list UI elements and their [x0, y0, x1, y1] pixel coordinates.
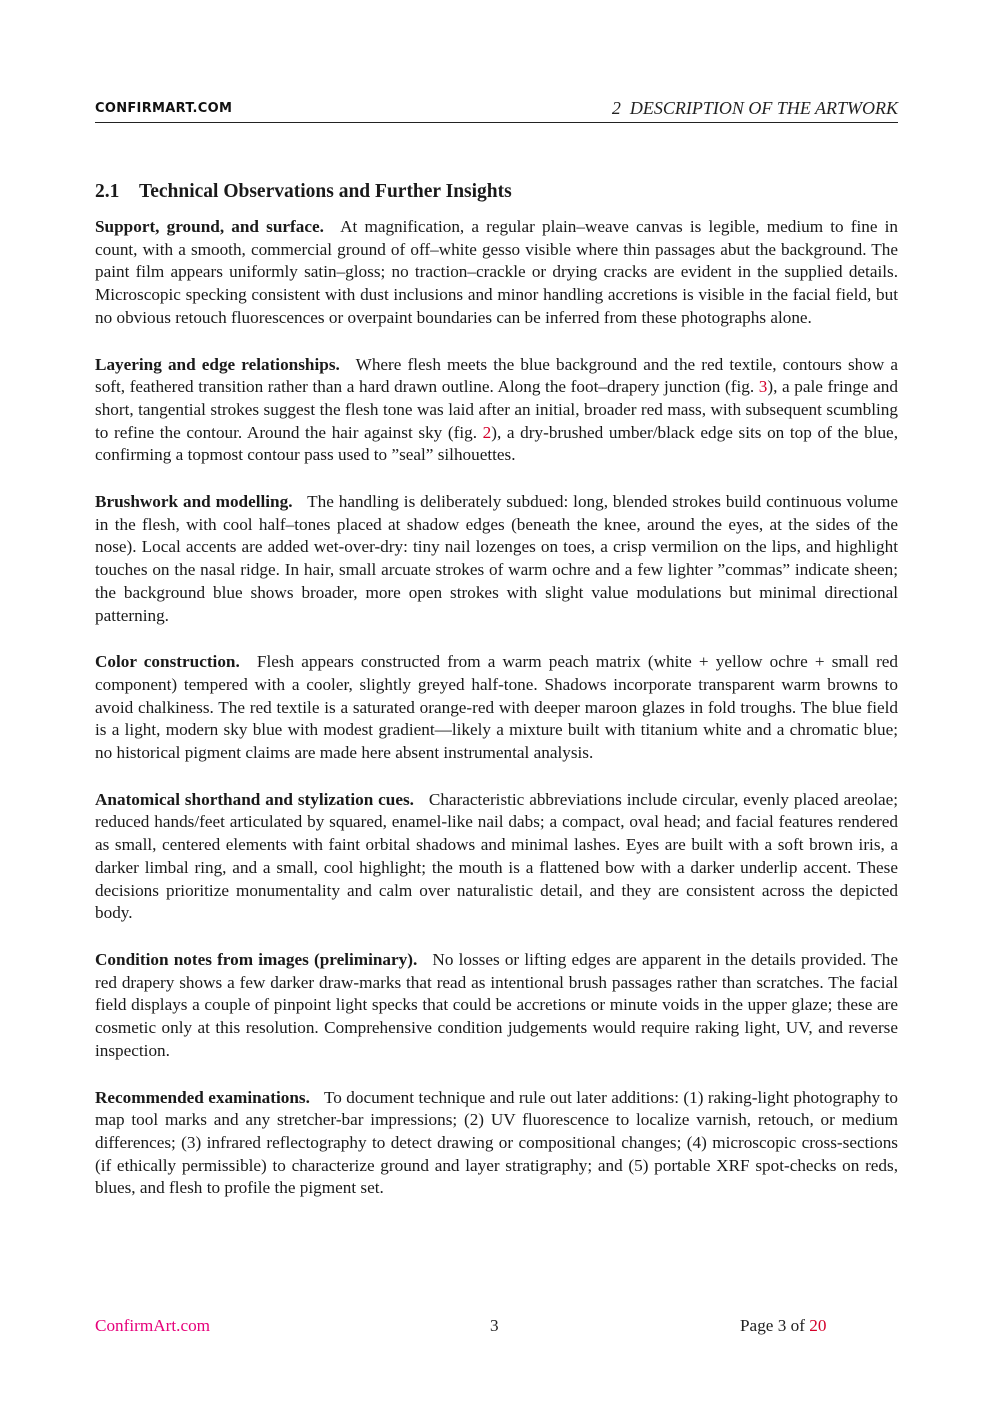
- footer-page-prefix: Page 3 of: [740, 1316, 805, 1335]
- paragraph-heading: Recommended examinations.: [95, 1087, 310, 1107]
- figure-ref-link[interactable]: 2: [482, 422, 492, 442]
- section-number: 2.1: [95, 181, 120, 202]
- paragraph-condition: [95, 949, 898, 1063]
- paragraph-heading: Condition notes from images (preliminary).: [95, 949, 418, 969]
- paragraph-text: To document technique and rule out later additions: (1) raking-light photography to map tool marks and any stretcher-bar impressions; (2) UV fluorescence to localize varnish, retouch, or medium differences; (3) infrared reflectography to detect drawing or compositional changes; (4) microscopic cross-sections (if ethically permissible) to characterize ground and layer stratigraphy; and (5) portable XRF spot-checks on reds, blues, and flesh to profile the pigment set.: [95, 1087, 898, 1198]
- paragraph-text: Characteristic abbreviations include circular, evenly placed areolae; reduced hands/feet articulated by squared, enamel-like nail dabs; a compact, oval head; and facial features rendered as small, centered elements with faint orbital shadows and minimal lashes. Eyes are built with a soft brown iris, a darker limbal ring, and a small, cool highlight; the mouth is a flattened bow with a darker underlip accent. These decisions prioritize monumentality and calm over naturalistic detail, and they are consistent across the depicted body.: [95, 789, 899, 923]
- paragraph-heading: Brushwork and modelling.: [95, 492, 293, 512]
- section-body: [95, 216, 898, 1224]
- footer-page-number: 3: [490, 1316, 499, 1335]
- paragraph-heading: Support, ground, and surface.: [95, 217, 324, 236]
- paragraph-brushwork: [95, 491, 898, 627]
- paragraph-text: ), a pale fringe and short, tangential strokes suggest the flesh tone was laid after an initial, broader red mass, with subsequent scumbling to refine the contour. Around the hair against sky (fig.: [95, 377, 898, 442]
- section-heading: [95, 181, 512, 203]
- paragraph-color: [95, 651, 898, 765]
- paragraph-layering: [95, 354, 898, 468]
- paragraph-text: Flesh appears constructed from a warm peach matrix (white + yellow ochre + small red component) tempered with a cooler, slightly greyed half-tone. Shadows incorporate transparent warm browns to avoid chalkiness. The red textile is a saturated orange-red with deeper maroon glazes in fold troughs. The blue field is a light, modern sky blue with modest gradient—likely a mixture built with titanium white and a chromatic blue; no historical pigment claims are made here absent instrumental analysis.: [95, 652, 899, 763]
- running-head-number: 2: [611, 98, 621, 118]
- footer-page-count: [740, 1316, 826, 1336]
- paragraph-examinations: [95, 1087, 898, 1201]
- figure-ref-link[interactable]: 3: [758, 377, 768, 397]
- paragraph-text: Where flesh meets the blue background and the red textile, contours show a soft, feathered transition rather than a hard drawn outline. Along the foot–drapery junction (fig.: [95, 354, 898, 397]
- paragraph-support: [95, 216, 898, 330]
- paragraph-heading: Color construction.: [95, 652, 240, 672]
- paragraph-heading: Anatomical shorthand and stylization cues.: [95, 789, 414, 809]
- section-title: Technical Observations and Further Insights: [139, 181, 512, 202]
- paragraph-text: At magnification, a regular plain–weave canvas is legible, medium to fine in count, with a smooth, commercial ground of off–white gesso visible where thin passages abut the background. The paint film appears uniformly satin–gloss; no traction–crackle or drying cracks are evident in the supplied details. Microscopic specking consistent with dust inclusions and minor handling accretions is visible in the facial field, but no obvious retouch fluorescences or overpaint boundaries can be inferred from these photographs alone.: [95, 217, 898, 327]
- paragraph-anatomy: [95, 789, 898, 925]
- site-logo[interactable]: CONFIRMART.COM: [95, 101, 233, 116]
- paragraph-text: No losses or lifting edges are apparent in the details provided. The red drapery shows a few darker draw-marks that read as intentional brush passages rather than scratches. The facial field displays a couple of pinpoint light specks that could be accretions or minute voids in the upper glaze; these are cosmetic only at this resolution. Comprehensive condition judgements would require raking light, UV, and reverse inspection.: [95, 949, 899, 1060]
- footer-site-link[interactable]: ConfirmArt.com: [95, 1316, 211, 1335]
- page-header: [95, 98, 898, 123]
- paragraph-heading: Layering and edge relationships.: [95, 354, 340, 374]
- running-head-title: DESCRIPTION OF THE ARTWORK: [629, 98, 898, 118]
- paragraph-text: The handling is deliberately subdued: long, blended strokes build continuous volume in the flesh, with cool half–tones placed at shadow edges (beneath the knee, around the eyes, at the sides of the nose). Local accents are added wet-over-dry: tiny nail lozenges on toes, a crisp vermilion on the lips, and highlight touches on the nasal ridge. In hair, small arcuate strokes of warm ochre and a few lighter ”commas” indicate sheen; the background blue shows broader, more open strokes with slight value modulations but minimal directional patterning.: [95, 492, 898, 625]
- page-footer: [95, 1316, 898, 1338]
- paragraph-text: ), a dry-brushed umber/black edge sits on top of the blue, confirming a topmost contour pass used to ”seal” silhouettes.: [95, 422, 898, 465]
- running-head: [612, 98, 898, 119]
- footer-total-pages-link[interactable]: 20: [809, 1316, 827, 1335]
